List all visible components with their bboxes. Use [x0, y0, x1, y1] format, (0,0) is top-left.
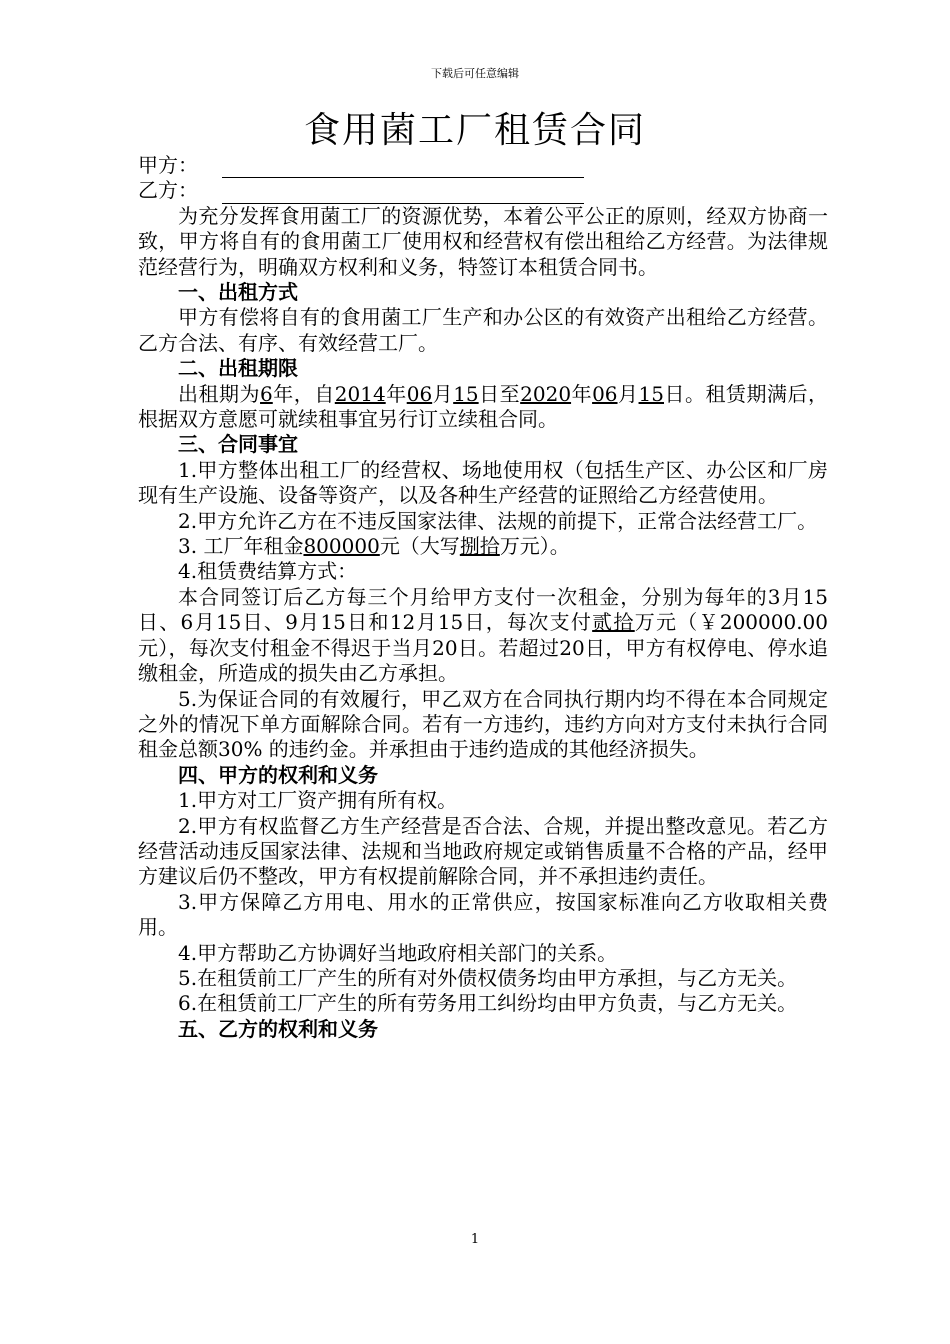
term-text-2: 年，自: [272, 381, 335, 406]
section-4-item-5: 5.在租赁前工厂产生的所有对外债权债务均由甲方承担，与乙方无关。: [178, 965, 798, 990]
term-text-5: 日至: [478, 381, 521, 406]
section-4-item-4: 4.甲方帮助乙方协调好当地政府相关部门的关系。: [178, 940, 618, 965]
payment-amount-words: 贰拾: [592, 610, 635, 635]
rent-text-1: 3. 工厂年租金: [178, 534, 304, 559]
section-3-item-1: 1.甲方整体出租工厂的经营权、场地使用权（包括生产区、办公区和厂房现有生产设施、设备等资产，以及各种生产经营的证照给乙方经营使用。: [138, 457, 828, 508]
end-day: 15: [638, 381, 664, 406]
payment-text-2: 万元（￥200000.00元），每次支付租金不得迟于当月20日。若超过20日，甲方有权停电、停水追缴租金，所造成的损失由乙方承担。: [138, 610, 828, 686]
section-3-item-2: 2.甲方允许乙方在不违反国家法律、法规的前提下，正常合法经营工厂。: [178, 508, 818, 533]
end-month: 06: [592, 381, 618, 406]
term-years: 6: [260, 381, 273, 406]
party-a-label: 甲方：: [138, 152, 198, 177]
party-a-blank-line: [222, 156, 584, 178]
section-4-heading: 四、甲方的权利和义务: [178, 762, 378, 787]
party-b-blank-line: [222, 182, 584, 204]
section-3-item-4-text: [138, 585, 828, 687]
section-3-item-5: 5.为保证合同的有效履行，甲乙双方在合同执行期内均不得在本合同规定之外的情况下单方面解除合同。若有一方违约，违约方向对方支付未执行合同租金总额30% 的违约金。并承担由于违约造成的其他经济损失。: [138, 686, 828, 762]
term-text-8: 日。租赁期满后，根据双方意愿可就续租事宜另行订立续租合同。: [138, 381, 829, 432]
section-4-item-2: 2.甲方有权监督乙方生产经营是否合法、合规，并提出整改意见。若乙方经营活动违反国家法律、法规和当地政府规定或销售质量不合格的产品，经甲方建议后仍不整改，甲方有权提前解除合同，并不承担违约责任。: [138, 813, 828, 889]
party-b-label: 乙方：: [138, 178, 198, 203]
section-3-item-3: [138, 534, 828, 559]
contract-body: [138, 153, 828, 1042]
section-3-heading: 三、合同事宜: [178, 432, 298, 457]
rent-text-3: 万元）。: [499, 534, 570, 559]
document-title: 食用菌工厂租赁合同: [303, 110, 646, 151]
rent-amount: 800000: [303, 534, 380, 559]
term-text-7: 月: [617, 381, 639, 406]
party-a-row: [138, 153, 828, 178]
term-text-1: 出租期为: [178, 381, 261, 406]
start-month: 06: [406, 381, 433, 406]
section-4-item-3: 3.甲方保障乙方用电、用水的正常供应，按国家标准向乙方收取相关费用。: [138, 889, 828, 940]
term-text-4: 月: [432, 381, 454, 406]
start-year: 2014: [334, 381, 386, 406]
page-number: 1: [470, 1232, 480, 1247]
header-note: 下载后可任意编辑: [431, 67, 519, 80]
term-text-3: 年: [385, 381, 407, 406]
section-1-text: 甲方有偿将自有的食用菌工厂生产和办公区的有效资产出租给乙方经营。乙方合法、有序、有效经营工厂。: [138, 305, 828, 355]
section-1-heading: 一、出租方式: [178, 280, 298, 304]
section-5-heading: 五、乙方的权利和义务: [178, 1016, 378, 1041]
preamble: 为充分发挥食用菌工厂的资源优势，本着公平公正的原则，经双方协商一致，甲方将自有的食用菌工厂使用权和经营权有偿出租给乙方经营。为法律规范经营行为，明确双方权利和义务，特签订本租赁合同书。: [138, 203, 828, 279]
rent-amount-words: 捌拾: [459, 534, 500, 559]
start-day: 15: [453, 381, 479, 406]
section-2-heading: 二、出租期限: [178, 356, 298, 381]
payment-text-1: 本合同签订后乙方每三个月给甲方支付一次租金，分别为每年的3月15日、6月15日、9月15日和12月15日，每次支付: [138, 584, 828, 635]
section-4-item-1: 1.甲方对工厂资产拥有所有权。: [178, 788, 458, 813]
party-b-row: [138, 178, 828, 203]
rent-text-2: 元（大写: [379, 534, 460, 559]
section-2-text: [138, 382, 828, 433]
section-4-item-6: 6.在租赁前工厂产生的所有劳务用工纠纷均由甲方负责，与乙方无关。: [178, 991, 798, 1016]
term-text-6: 年: [571, 381, 593, 406]
section-3-item-4: 4.租赁费结算方式：: [178, 559, 358, 584]
end-year: 2020: [520, 381, 572, 406]
